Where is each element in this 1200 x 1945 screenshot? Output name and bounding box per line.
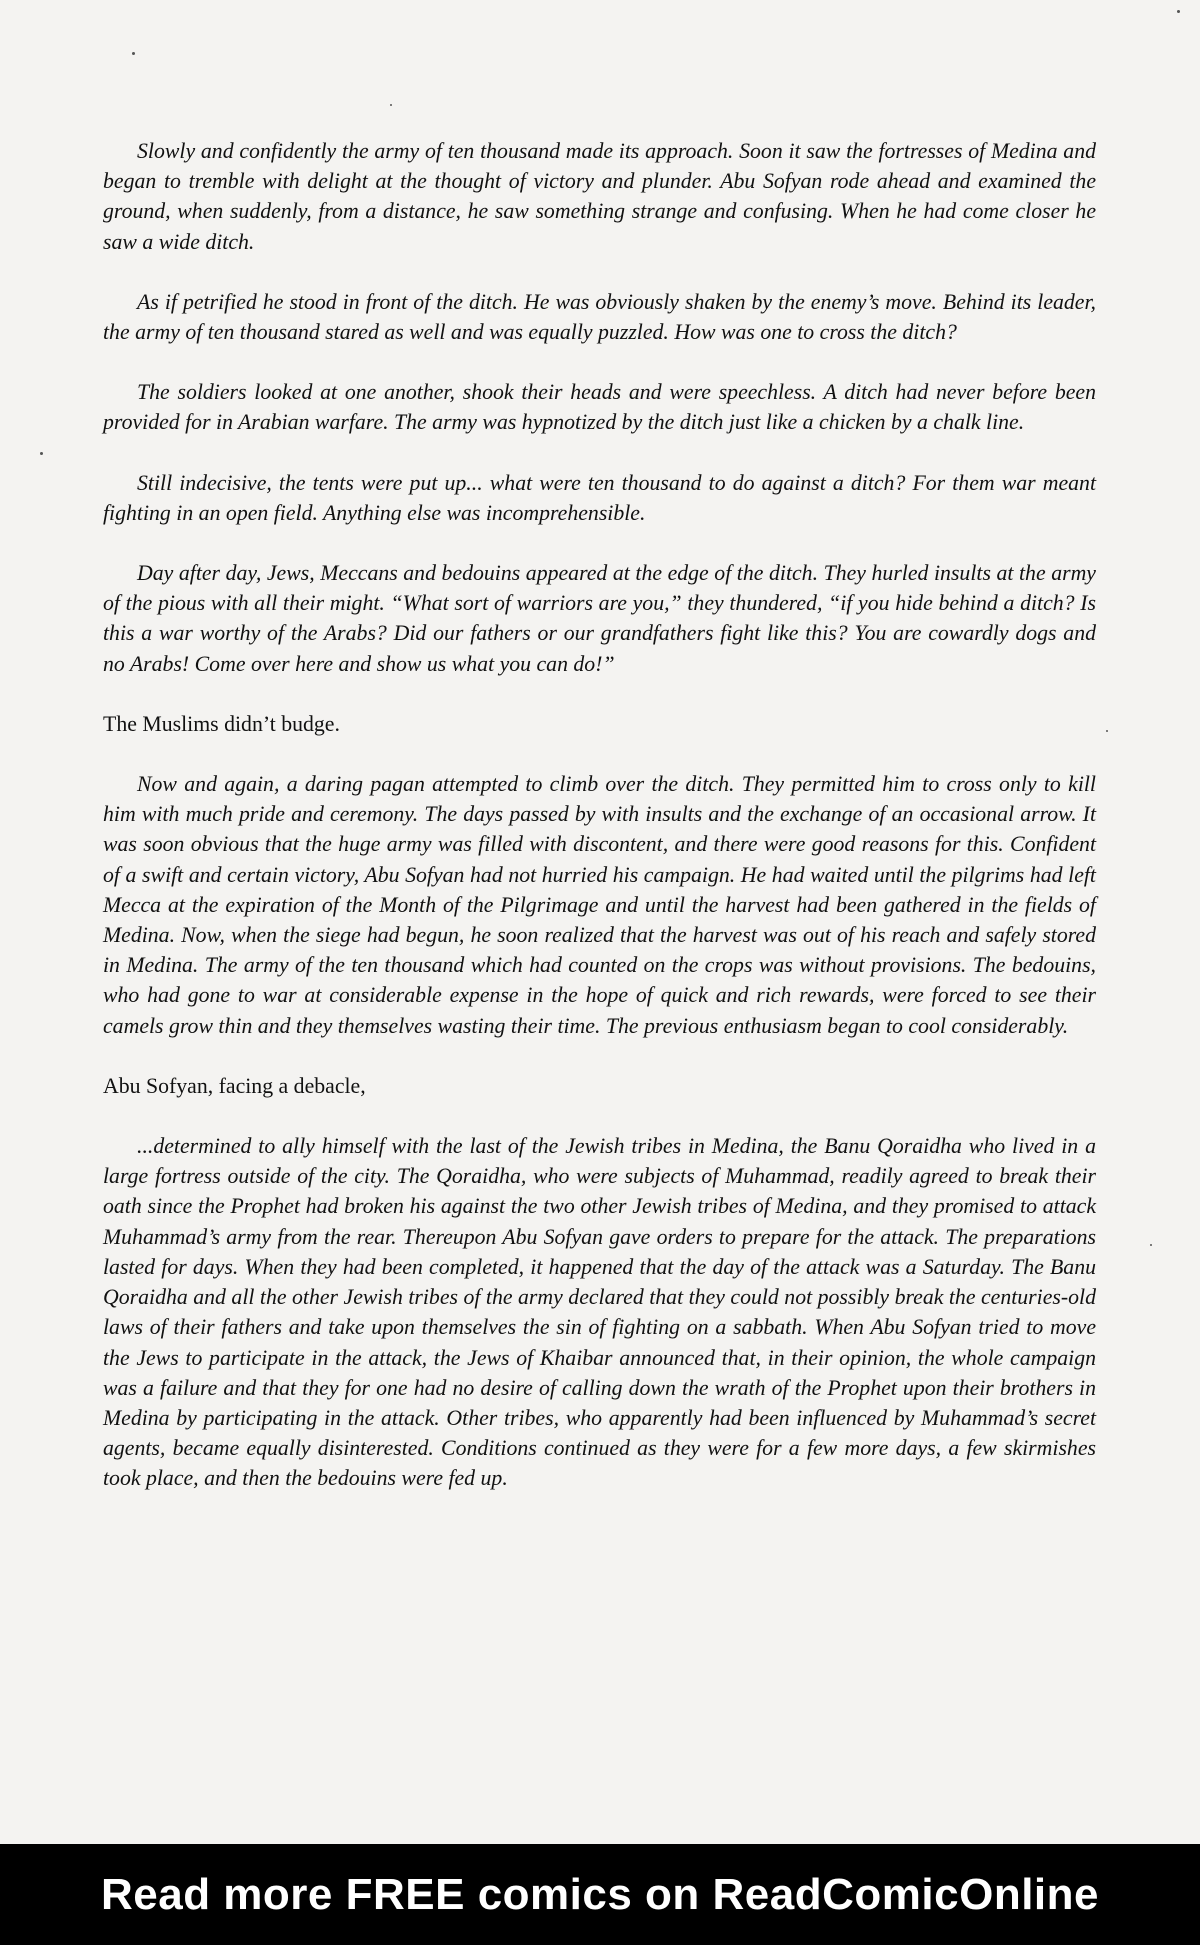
paragraph-petrified: As if petrified he stood in front of the ditch. He was obviously shaken by the enemy’s move. Behind its leader, the army of ten thousand stared as well and was equally puzzled. How was one to cross the ditch? — [103, 289, 1096, 345]
paragraph-qoraidha: ...determined to ally himself with the last of the Jewish tribes in Medina, the Banu Qoraidha who lived in a large fortress outside of the city. The Qoraidha, who were subjects of Muhammad, readily agreed to break their oath since the Prophet had broken his against the two other Jewish tribes of Medina, and they promised to attack Muhammad’s army from the rear. Thereupon Abu Sofyan gave orders to prepare for the attack. The preparations lasted for days. When they had been completed, it happened that the day of the attack was a Saturday. The Banu Qoraidha and all the other Jewish tribes of the army declared that they could not possibly break the centuries-old laws of their fathers and take upon themselves the sin of fighting on a sabbath. When Abu Sofyan tried to move the Jews to participate in the attack, the Jews of Khaibar announced that, in their opinion, the whole campaign was a failure and that they for one had no desire of calling down the wrath of the Prophet upon their brothers in Medina by participating in the attack. Other tribes, who apparently had been influenced by Muhammad’s secret agents, became equally disinterested. Conditions continued as they were for a few more days, a few skirmishes took place, and then the bedouins were fed up. — [103, 1134, 1096, 1491]
paragraph-debacle: Abu Sofyan, facing a debacle, — [103, 1073, 366, 1098]
paragraph-soldiers: The soldiers looked at one another, shook their heads and were speechless. A ditch had never before been provided for in Arabian warfare. The army was hypnotized by the ditch just like a chicken by a chalk line. — [103, 380, 1096, 435]
paragraph-tents: Still indecisive, the tents were put up... what were ten thousand to do against a ditch? For them war meant fighting in an open field. Anything else was incomprehensible. — [103, 470, 1096, 525]
paragraph-approach: Slowly and confidently the army of ten thousand made its approach. Soon it saw the fortresses of Medina and began to tremble with delight at the thought of victory and plunder. Abu Sofyan rode ahead and examined the ground, when suddenly, from a distance, he saw something strange and confusing. When he had come closer he saw a wide ditch. — [103, 139, 1096, 254]
paragraph-insults: Day after day, Jews, Meccans and bedouins appeared at the edge of the ditch. They hurled insults at the army of the pious with all their might. “What sort of warriors are you,” they thundered, “if you hide behind a ditch? Is this a war worthy of the Arabs? Did our fathers or our grandfathers fight like this? You are cowardly dogs and no Arabs! Come over here and show us what you can do!” — [103, 561, 1096, 676]
paragraph-siege: Now and again, a daring pagan attempted to climb over the ditch. They permitted him to cross only to kill him with much pride and ceremony. The days passed by with insults and the exchange of an occasional arrow. It was soon obvious that the huge army was filled with discontent, and there were good reasons for this. Confident of a swift and certain victory, Abu Sofyan had not hurried his campaign. He had waited until the pilgrims had left Mecca at the expiration of the Month of the Pilgrimage and until the harvest had been gathered in the fields of Medina. Now, when the siege had begun, he soon realized that the harvest was out of his reach and safely stored in Medina. The army of the ten thousand which had counted on the crops was without provisions. The bedouins, who had gone to war at considerable expense in the hope of quick and rich rewards, were forced to see their camels grow thin and they themselves wasting their time. The previous enthusiasm began to cool considerably. — [103, 772, 1096, 1038]
paragraph-muslims: The Muslims didn’t budge. — [103, 711, 340, 736]
promo-banner — [0, 1844, 1200, 1945]
promo-text: Read more FREE comics on ReadComicOnline — [100, 1869, 1099, 1919]
body-text — [103, 136, 1096, 1494]
